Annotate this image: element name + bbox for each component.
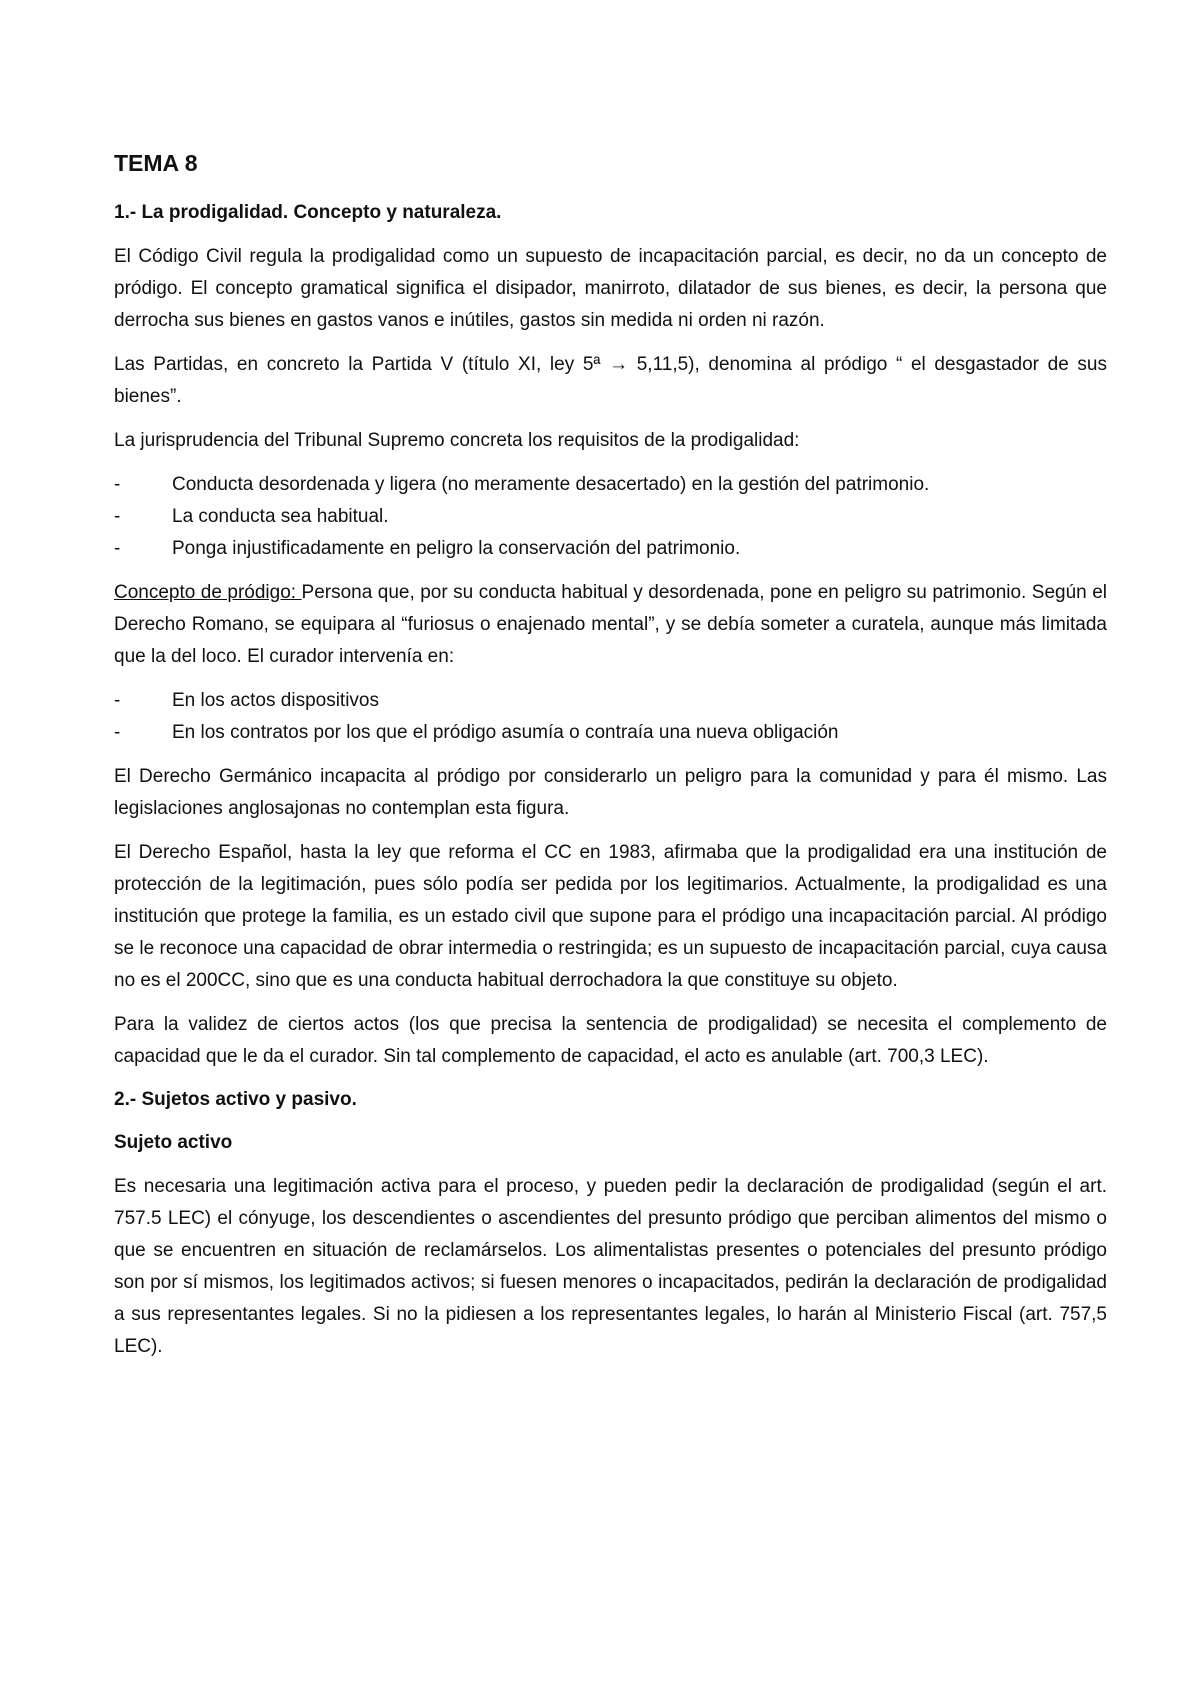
curador-list [114,685,1107,749]
paragraph-derecho-germanico: El Derecho Germánico incapacita al pródigo por considerarlo un peligro para la comunidad y para él mismo. Las legislaciones anglosajonas no contemplan esta figura. [114,766,1107,819]
list-item-text: Ponga injustificadamente en peligro la conservación del patrimonio. [172,538,741,559]
list-item-text: Conducta desordenada y ligera (no meramente desacertado) en la gestión del patrimonio. [172,474,930,495]
list-item [114,501,1107,533]
requisitos-list [114,469,1107,565]
list-item [114,685,1107,717]
document-title: TEMA 8 [114,150,198,176]
list-item-text: En los contratos por los que el pródigo asumía o contraía una nueva obligación [172,722,839,743]
list-item [114,717,1107,749]
dash-marker: - [114,506,121,527]
paragraph-derecho-espanol: El Derecho Español, hasta la ley que reforma el CC en 1983, afirmaba que la prodigalidad era una institución de protección de la legitimación, pues sólo podía ser pedida por los legitimarios. Actualmente, la prodigalidad es una institución que protege la familia, es un estado civil que supone para el pródigo una incapacitación parcial. Al pródigo se le reconoce una capacidad de obrar intermedia o restringida; es un supuesto de incapacitación parcial, cuya causa no es el 200CC, sino que es una conducta habitual derrochadora la que constituye su objeto. [114,842,1107,991]
section-2-heading: 2.- Sujetos activo y pasivo. [114,1089,357,1110]
list-item-text: La conducta sea habitual. [172,506,389,527]
list-item [114,469,1107,501]
list-item-text: En los actos dispositivos [172,690,379,711]
sujeto-activo-heading: Sujeto activo [114,1132,233,1153]
list-item [114,533,1107,565]
concepto-text: Persona que, por su conducta habitual y desordenada, pone en peligro su patrimonio. Según el Derecho Romano, se equipara al “furiosus o enajenado mental”, y se debía someter a curatela, aunque más limitada que la del loco. El curador intervenía en: [114,582,1108,667]
paragraph-validez: Para la validez de ciertos actos (los que precisa la sentencia de prodigalidad) se necesita el complemento de capacidad que le da el curador. Sin tal complemento de capacidad, el acto es anulable (art. 700,3 LEC). [114,1014,1107,1067]
paragraph-partidas: Las Partidas, en concreto la Partida V (título XI, ley 5ª → 5,11,5), denomina al pródigo “ el desgastador de sus bienes”. [114,354,1107,407]
paragraph-jurisprudencia: La jurisprudencia del Tribunal Supremo concreta los requisitos de la prodigalidad: [114,430,800,451]
paragraph-legitimacion: Es necesaria una legitimación activa para el proceso, y pueden pedir la declaración de prodigalidad (según el art. 757.5 LEC) el cónyuge, los descendientes o ascendientes del presunto pródigo que perciban alimentos del mismo o que se encuentren en situación de reclamárselos. Los alimentalistas presentes o potenciales del presunto pródigo son por sí mismos, los legitimados activos; si fuesen menores o incapacitados, pedirán la declaración de prodigalidad a sus representantes legales. Si no la pidiesen a los representantes legales, lo harán al Ministerio Fiscal (art. 757,5 LEC). [114,1176,1107,1357]
dash-marker: - [114,474,121,495]
dash-marker: - [114,538,121,559]
dash-marker: - [114,690,121,711]
paragraph-concepto [114,577,1107,673]
concepto-label: Concepto de pródigo: [114,582,302,603]
dash-marker: - [114,722,121,743]
section-1-heading: 1.- La prodigalidad. Concepto y naturaleza. [114,202,502,223]
paragraph-codigo-civil: El Código Civil regula la prodigalidad como un supuesto de incapacitación parcial, es decir, no da un concepto de pródigo. El concepto gramatical significa el disipador, manirroto, dilatador de sus bienes, es decir, la persona que derrocha sus bienes en gastos vanos e inútiles, gastos sin medida ni orden ni razón. [114,246,1107,331]
